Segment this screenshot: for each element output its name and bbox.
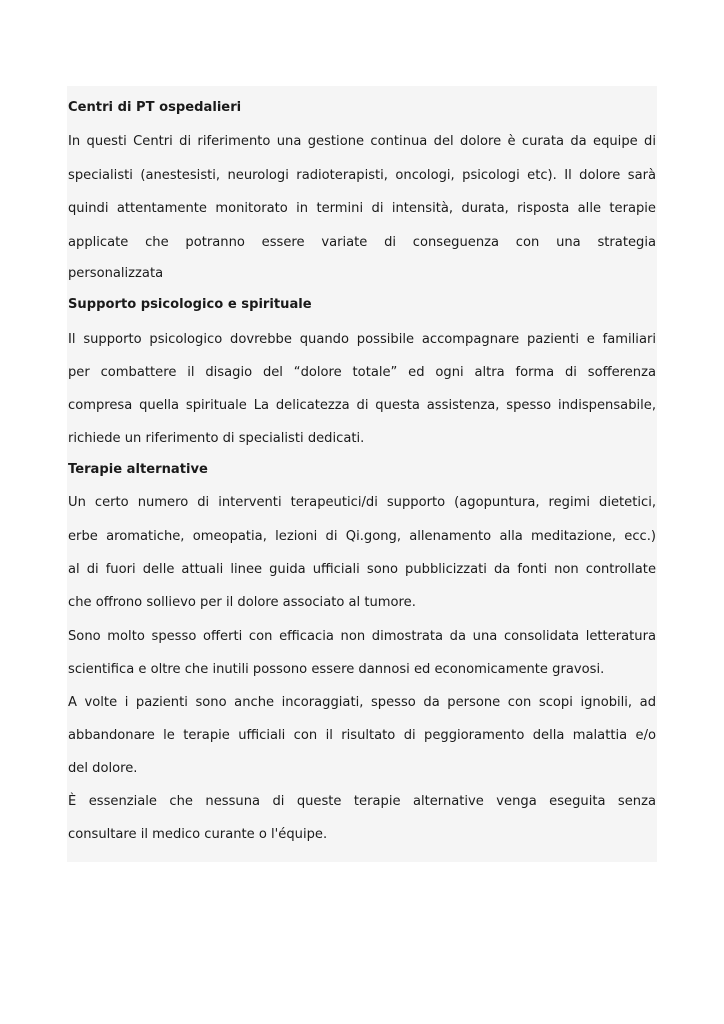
paragraph-line: abbandonare le terapie ufficiali con il risultato di peggioramento della malattia e/o (68, 728, 656, 743)
paragraph-line: specialisti (anestesisti, neurologi radioterapisti, oncologi, psicologi etc). Il dolore sarà (68, 168, 656, 183)
paragraph-line: al di fuori delle attuali linee guida ufficiali sono pubblicizzati da fonti non controllate (68, 562, 656, 577)
paragraph-line: per combattere il disagio del “dolore totale” ed ogni altra forma di sofferenza (68, 365, 656, 380)
document-text-block (67, 86, 657, 862)
section-heading: Centri di PT ospedalieri (68, 100, 242, 115)
paragraph-line: quindi attentamente monitorato in termini di intensità, durata, risposta alle terapie (68, 201, 656, 216)
paragraph-line: scientifica e oltre che inutili possono essere dannosi ed economicamente gravosi. (68, 662, 605, 677)
paragraph-line: A volte i pazienti sono anche incoraggiati, spesso da persone con scopi ignobili, ad (68, 695, 656, 710)
paragraph-line: personalizzata (68, 266, 164, 281)
paragraph-line: applicate che potranno essere variate di conseguenza con una strategia (68, 235, 656, 250)
paragraph-line: erbe aromatiche, omeopatia, lezioni di Qi.gong, allenamento alla meditazione, ecc.) (68, 529, 656, 544)
paragraph-line: Un certo numero di interventi terapeutici/di supporto (agopuntura, regimi dietetici, (68, 495, 656, 510)
paragraph-line: che offrono sollievo per il dolore associato al tumore. (68, 595, 416, 610)
paragraph-line: In questi Centri di riferimento una gestione continua del dolore è curata da equipe di (68, 134, 656, 149)
paragraph-line: consultare il medico curante o l'équipe. (68, 827, 328, 842)
section-heading: Terapie alternative (68, 462, 208, 477)
paragraph-line: Il supporto psicologico dovrebbe quando possibile accompagnare pazienti e familiari (68, 332, 656, 347)
paragraph-line: È essenziale che nessuna di queste terapie alternative venga eseguita senza (68, 794, 656, 809)
section-heading: Supporto psicologico e spirituale (68, 297, 312, 312)
paragraph-line: richiede un riferimento di specialisti dedicati. (68, 431, 365, 446)
paragraph-line: compresa quella spirituale La delicatezza di questa assistenza, spesso indispensabile, (68, 398, 656, 413)
paragraph-line: del dolore. (68, 761, 138, 776)
paragraph-line: Sono molto spesso offerti con efficacia non dimostrata da una consolidata letteratura (68, 629, 656, 644)
